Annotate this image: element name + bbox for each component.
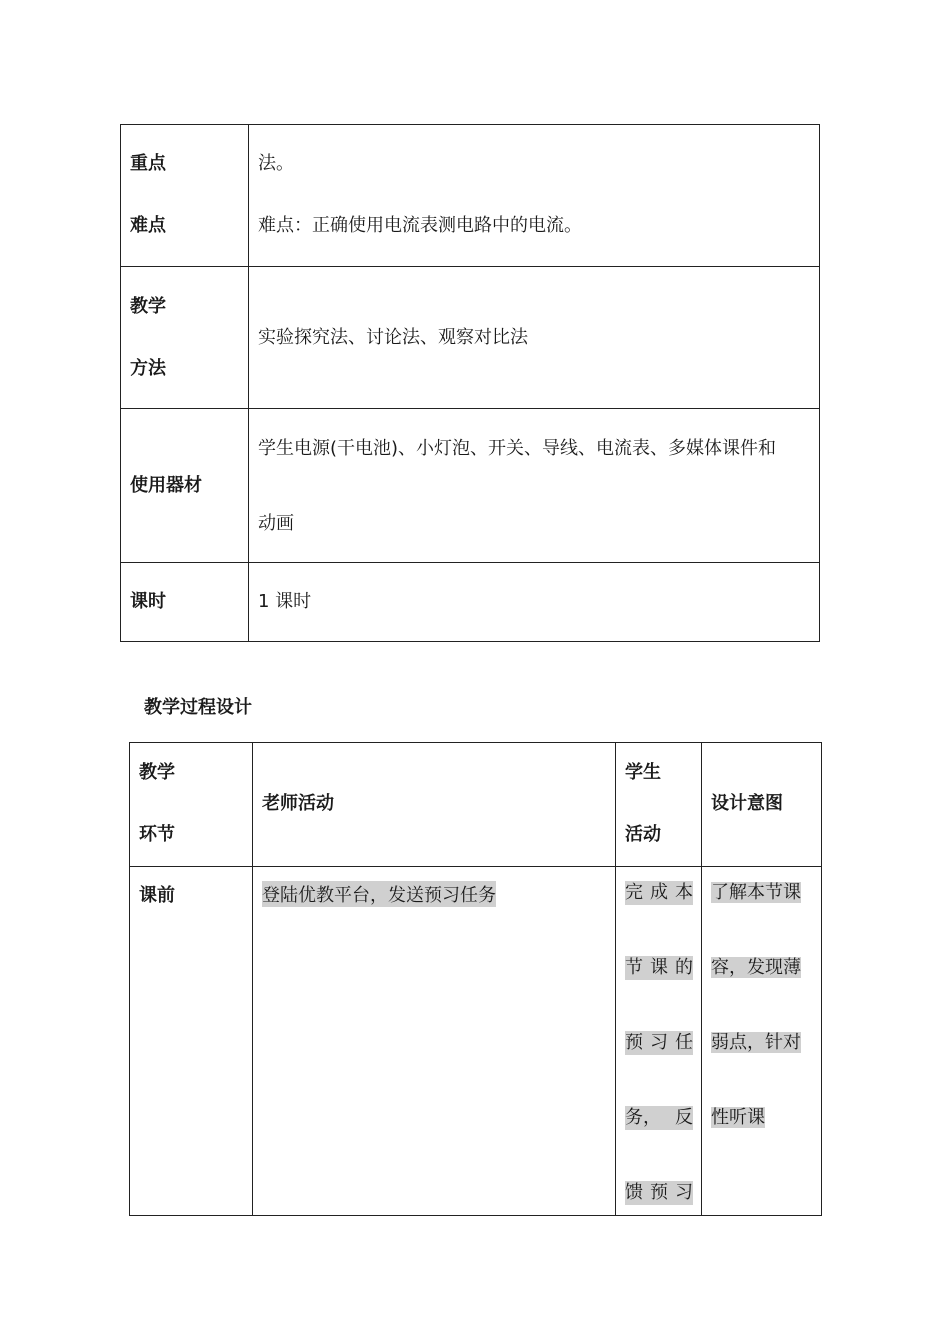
teacher-activity-text: 登陆优教平台，发送预习任务 — [262, 881, 496, 907]
intent-cell — [702, 867, 822, 1216]
table-row — [130, 867, 822, 1216]
student-cell — [616, 867, 702, 1216]
process-table — [129, 742, 822, 1216]
label-equipment: 使用器材 — [130, 475, 202, 496]
stage-text: 课前 — [139, 885, 175, 906]
label-cell — [121, 125, 249, 267]
intent-line: 容，发现薄 — [711, 957, 801, 978]
student-line: 完 成 本 — [625, 882, 693, 903]
header-stage-line2: 环节 — [139, 824, 175, 845]
section-heading: 教学过程设计 — [144, 697, 252, 718]
intent-line: 弱点，针对 — [711, 1032, 801, 1053]
label-key-points: 重点 — [130, 153, 166, 174]
label-cell — [121, 267, 249, 409]
intent-line: 性听课 — [711, 1107, 765, 1128]
header-cell — [616, 743, 702, 867]
label-difficulty: 难点 — [130, 215, 166, 236]
method-text: 实验探究法、讨论法、观察对比法 — [258, 327, 528, 348]
table-row — [121, 267, 820, 409]
student-line: 预 习 任 — [625, 1032, 693, 1053]
header-stage-line1: 教学 — [139, 762, 175, 783]
label-method: 方法 — [130, 358, 166, 379]
label-class-hours: 课时 — [130, 591, 166, 612]
content-cell — [249, 409, 820, 563]
header-teacher: 老师活动 — [262, 793, 334, 814]
table-row — [121, 125, 820, 267]
student-line: 务， 反 — [625, 1107, 693, 1128]
table-header-row — [130, 743, 822, 867]
key-points-text: 法。 — [258, 153, 294, 174]
table-row — [121, 409, 820, 563]
header-student-line1: 学生 — [625, 762, 661, 783]
header-cell — [702, 743, 822, 867]
student-activity-text — [625, 881, 693, 1256]
content-cell — [249, 267, 820, 409]
difficulty-text: 难点：正确使用电流表测电路中的电流。 — [258, 215, 582, 236]
table-row — [121, 563, 820, 642]
header-cell — [253, 743, 616, 867]
equipment-text-line1: 学生电源(干电池)、小灯泡、开关、导线、电流表、多媒体课件和 — [258, 438, 777, 459]
class-hours-text: 1 课时 — [258, 591, 312, 612]
header-student-line2: 活动 — [625, 824, 661, 845]
content-cell — [249, 563, 820, 642]
intent-text — [711, 881, 801, 1181]
header-cell — [130, 743, 253, 867]
label-cell — [121, 409, 249, 563]
intent-line: 了解本节课 — [711, 882, 801, 903]
stage-cell — [130, 867, 253, 1216]
lesson-info-table — [120, 124, 820, 642]
label-cell — [121, 563, 249, 642]
header-intent: 设计意图 — [711, 793, 783, 814]
student-line: 馈 预 习 — [625, 1182, 693, 1203]
content-cell — [249, 125, 820, 267]
teacher-cell — [253, 867, 616, 1216]
label-teaching: 教学 — [130, 296, 166, 317]
student-line: 节 课 的 — [625, 957, 693, 978]
equipment-text-line2: 动画 — [258, 513, 294, 534]
